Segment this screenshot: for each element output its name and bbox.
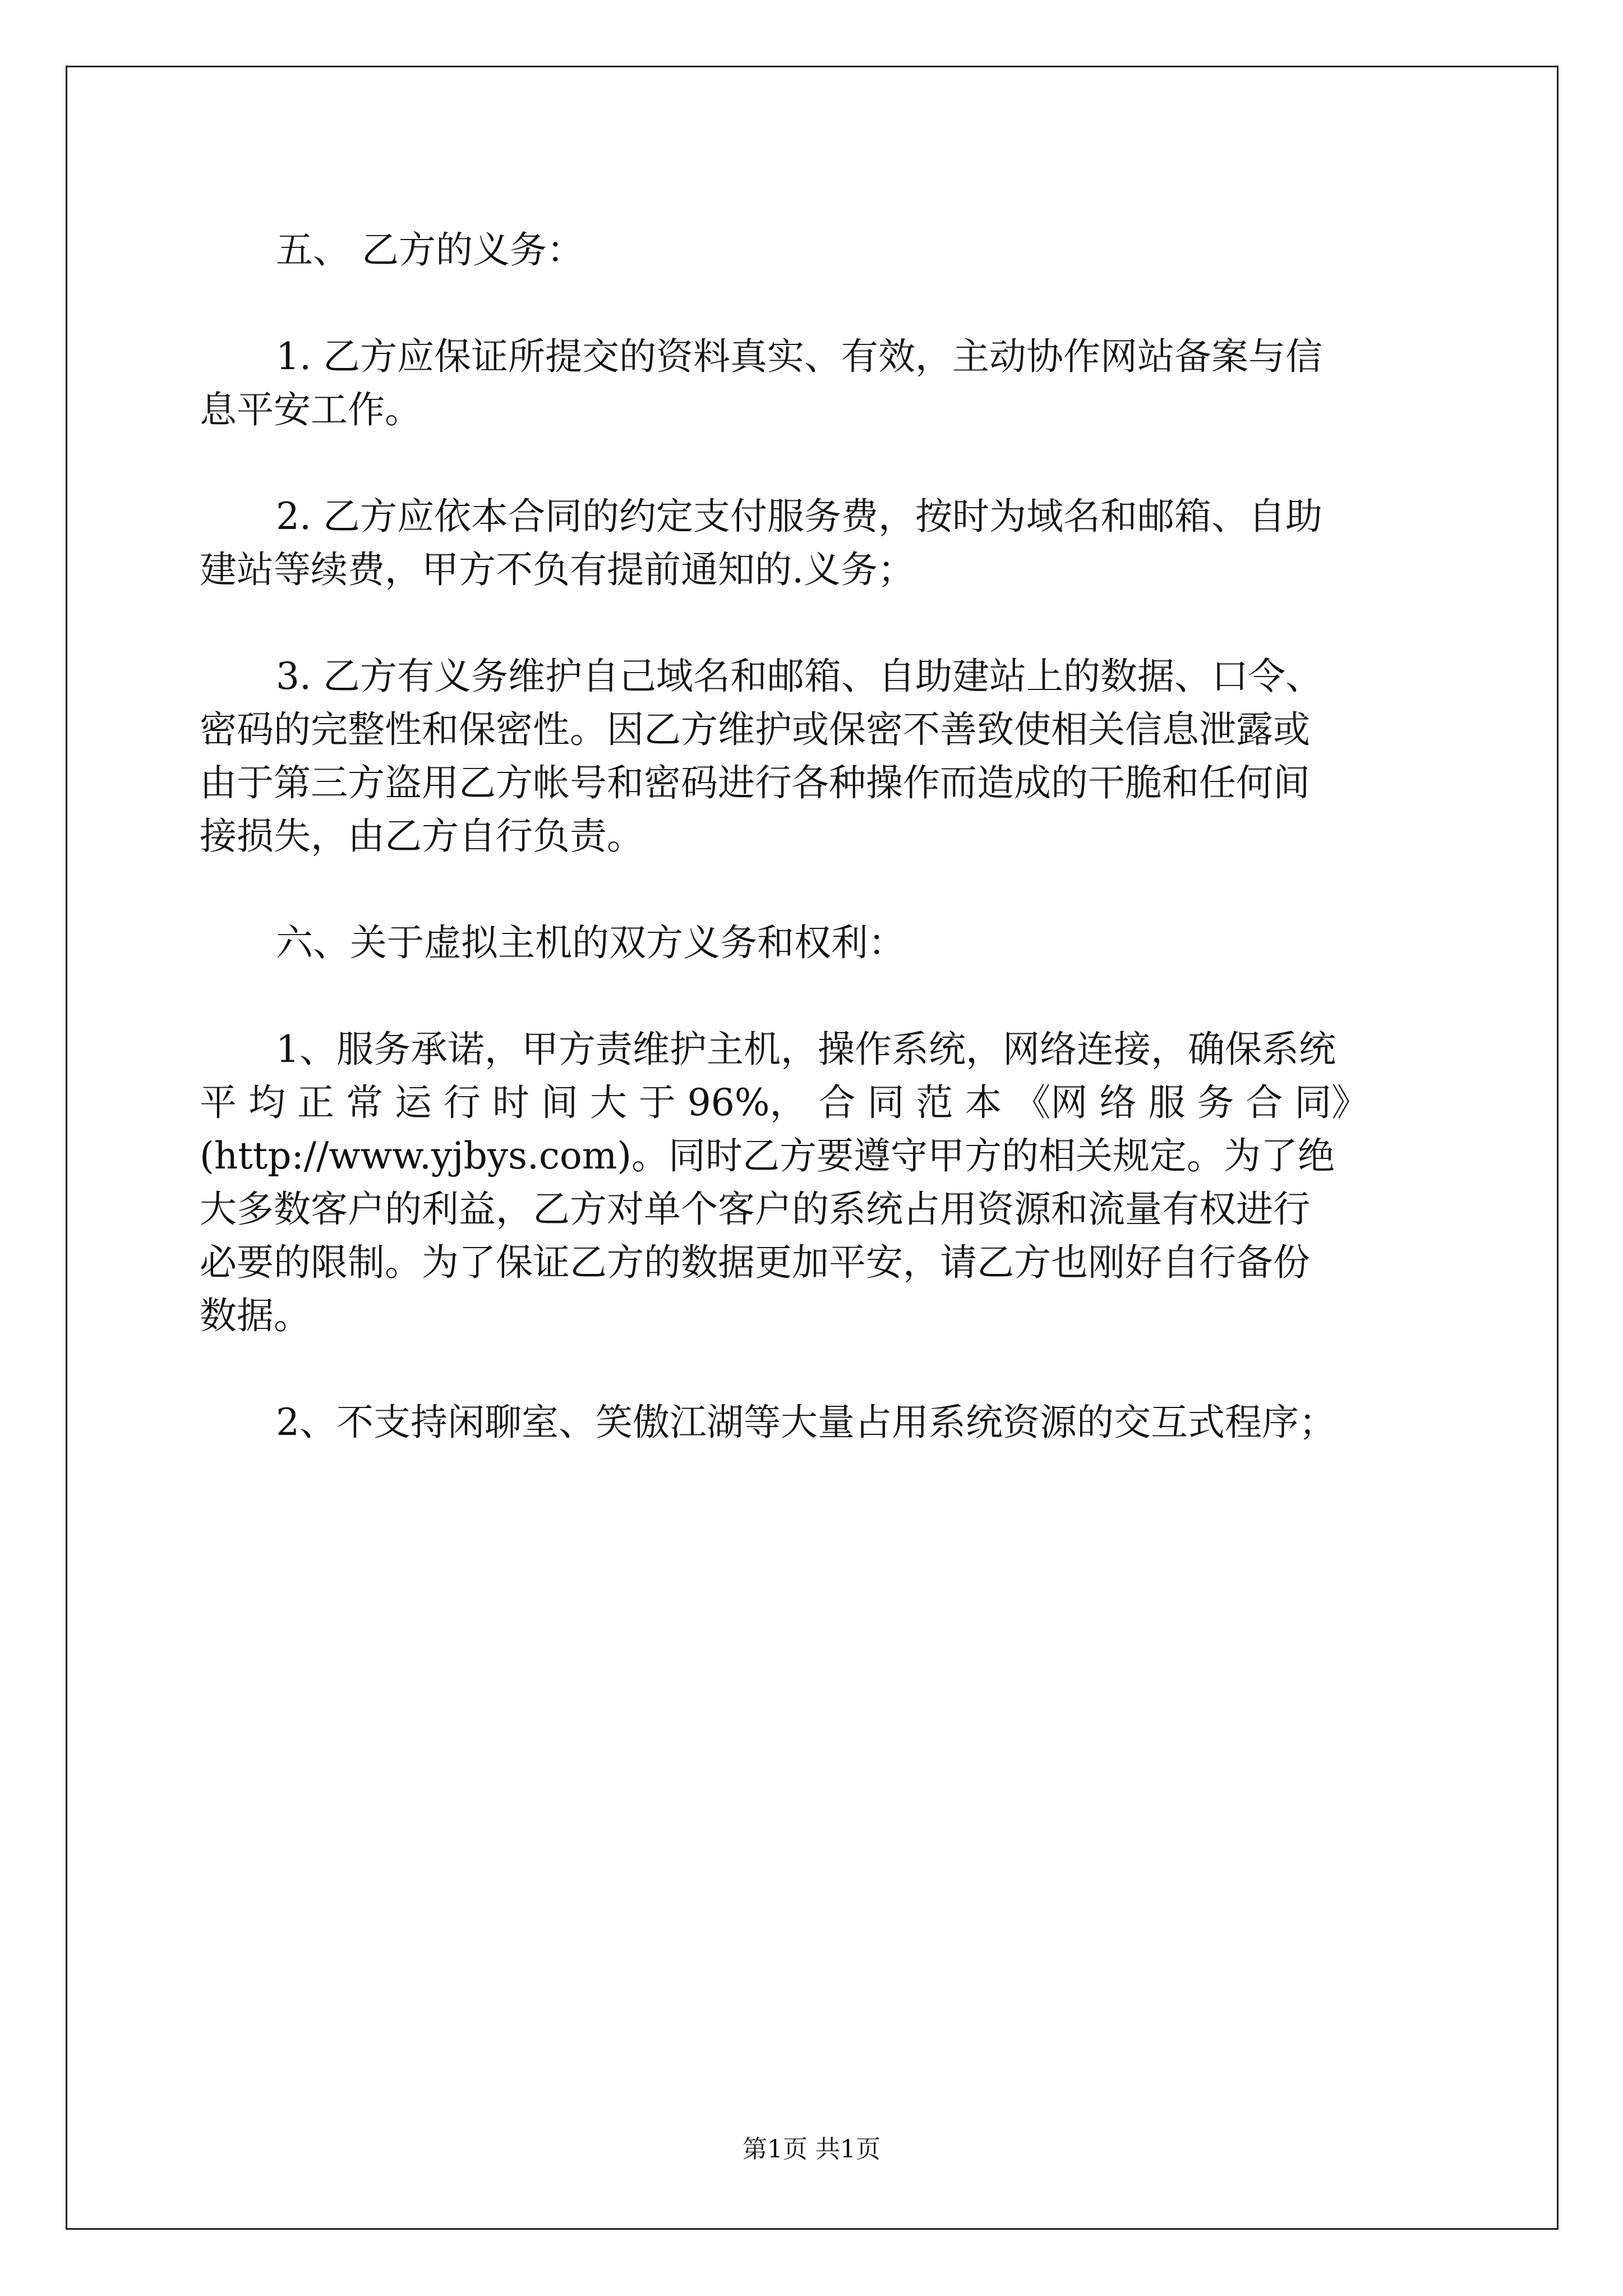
- text-line: 由于第三方盗用乙方帐号和密码进行各种操作而造成的干脆和任何间: [200, 761, 1310, 804]
- text-line: 平 均 正 常 运 行 时 间 大 于 96%， 合 同 范 本 《网 络 服 务 合 同》: [200, 1081, 1369, 1124]
- text-line: 1. 乙方应保证所提交的资料真实、有效，主动协作网站备案与信: [276, 335, 1322, 378]
- text-line: 建站等续费，甲方不负有提前通知的.义务；: [200, 548, 915, 591]
- text-line: 数据。: [200, 1294, 311, 1337]
- paragraph-5-1: [200, 330, 1428, 436]
- text-line: 密码的完整性和保密性。因乙方维护或保密不善致使相关信息泄露或: [200, 708, 1310, 751]
- paragraph-6-1: [200, 1023, 1428, 1342]
- text-line: 大多数客户的利益，乙方对单个客户的系统占用资源和流量有权进行: [200, 1188, 1310, 1231]
- text-line: 3. 乙方有义务维护自己域名和邮箱、自助建站上的数据、口令、: [276, 655, 1322, 698]
- paragraph-6-heading: [200, 916, 1428, 969]
- paragraph-5-3: [200, 650, 1428, 863]
- paragraph-6-2: [200, 1396, 1428, 1449]
- page-footer: 第1页 共1页: [743, 2135, 880, 2164]
- text-line: 六、关于虚拟主机的双方义务和权利：: [276, 921, 905, 964]
- text-line: 1、服务承诺，甲方责维护主机，操作系统，网络连接，确保系统: [276, 1028, 1336, 1071]
- text-line: 必要的限制。为了保证乙方的数据更加平安，请乙方也刚好自行备份: [200, 1241, 1310, 1284]
- text-line: 接损失，由乙方自行负责。: [200, 815, 644, 858]
- text-line: (http://www.yjbys.com)。同时乙方要遵守甲方的相关规定。为了绝: [200, 1134, 1335, 1177]
- text-line: 五、 乙方的义务：: [276, 228, 584, 272]
- text-line: 2、不支持闲聊室、笑傲江湖等大量占用系统资源的交互式程序；: [276, 1401, 1336, 1444]
- text-line: 2. 乙方应依本合同的约定支付服务费，按时为域名和邮箱、自助: [276, 495, 1322, 538]
- document-body: [200, 223, 1428, 1502]
- paragraph-5-heading: [200, 223, 1428, 277]
- paragraph-5-2: [200, 490, 1428, 596]
- text-line: 息平安工作。: [200, 388, 422, 431]
